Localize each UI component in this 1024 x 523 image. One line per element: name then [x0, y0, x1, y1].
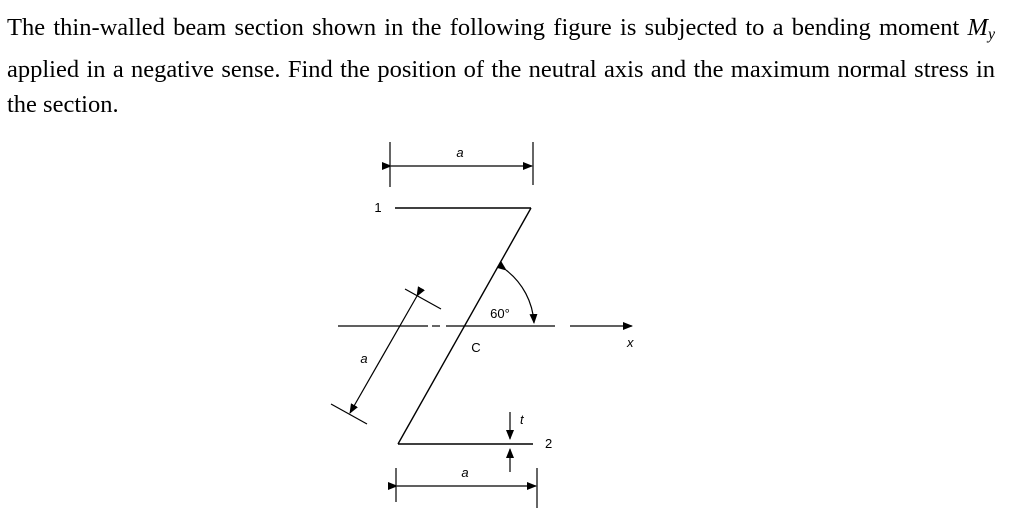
point-1-label: 1 — [374, 200, 382, 215]
angle-label: 60° — [490, 306, 510, 321]
centroid-label: C — [471, 340, 481, 355]
diagonal-dimension-label: a — [360, 351, 368, 366]
diagonal-dimension — [331, 289, 441, 424]
point-2-label: 2 — [545, 436, 553, 451]
problem-text-end: applied in a negative sense. Find the position of the neutral axis and the maximum normal stress in the section. — [7, 55, 995, 118]
problem-text-start: The thin-walled beam section shown in the following figure is subjected to a bending moment — [7, 14, 968, 41]
bottom-dimension — [396, 465, 537, 508]
top-dimension — [390, 142, 533, 187]
moment-subscript: y — [987, 25, 995, 43]
angle-arc — [506, 270, 534, 323]
thickness-label: t — [520, 412, 524, 427]
x-axis-label: x — [627, 335, 634, 350]
bottom-dimension-label: a — [461, 465, 469, 480]
top-dimension-label: a — [456, 145, 464, 160]
thickness-indicator — [510, 412, 525, 472]
moment-symbol: M — [967, 14, 988, 41]
